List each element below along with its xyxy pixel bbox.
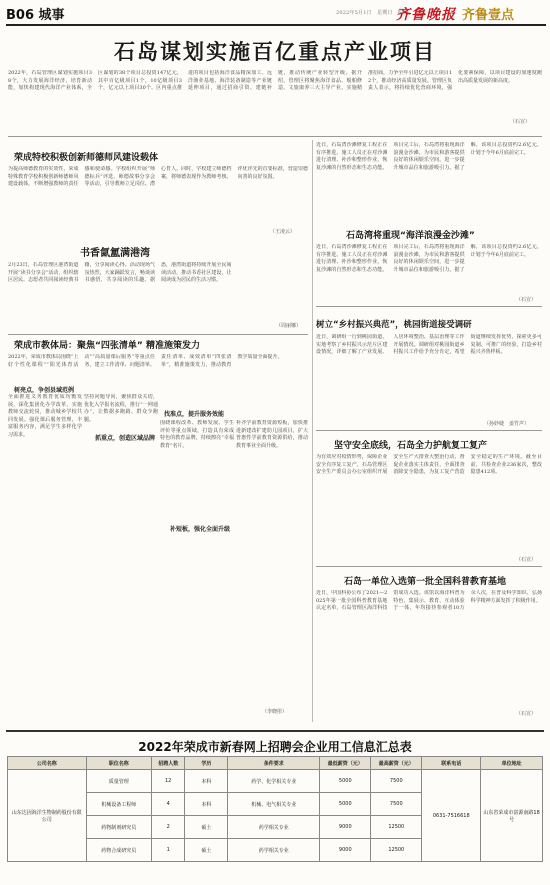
article-author-beach: （石宣） [516, 297, 537, 303]
education-body5: 补齐学前教育资源短板，加快推进新建改扩建幼儿园项目，扩大普惠性学前教育资源供给，推动教育事业全面升级。 [236, 420, 308, 449]
article-author-special-school: （王凌云） [270, 229, 296, 235]
column-header: 单位地址 [481, 757, 543, 770]
newspaper-logo: 齐鲁晚报 [396, 7, 456, 23]
cell-min-salary: 5000 [320, 770, 371, 793]
article-body-special-school: 为提高师德教育的实效性，荣成特殊教育学校积极创新师德师风建设载体，不断增强教师的责任感和使命感。学校组织开展“师德标兵”评选、师德故事分享会等活动，引导教师立足岗位、潜心育人。同时，学校建立师德档案，将师德表现作为教师考核、评优评先的首要标准，营造崇德向善的良好氛围。 [8, 166, 308, 188]
column-divider [312, 140, 313, 722]
main-headline: 石岛谋划实施百亿重点产业项目 [114, 39, 436, 64]
issue-date: 2022年5月1日 星期日 编辑 [336, 10, 409, 16]
article-author-safety: （石宣） [516, 557, 537, 563]
article-author-science: （石宣） [516, 711, 537, 717]
article-title-reading: 书香氤氲满港湾 [80, 248, 150, 259]
ad-divider [6, 730, 544, 732]
column-header: 招聘人数 [151, 757, 185, 770]
divider [316, 566, 542, 567]
divider [8, 334, 308, 335]
article-title-beach: 石岛湾将重现“海洋浪漫金沙滩” [346, 231, 475, 241]
cell-requirement: 药学、化学相关专业 [228, 770, 320, 793]
cell-count: 12 [151, 770, 185, 793]
education-sub2: 找准点，提升服务效能 [164, 411, 225, 418]
cell-education: 硕士 [185, 816, 228, 839]
article-title-special-school: 荣成特校积极创新师德师风建设载体 [14, 153, 159, 163]
divider [8, 136, 542, 137]
cell-position: 质量管理 [86, 770, 151, 793]
education-body2: 全面推进义务教育优质均衡发展，深化集团化办学改革，实施教师交流轮岗，推动城乡学校共同发展。强化课后服务管理，丰富服务内容，满足学生多样化学习需求。 [8, 394, 82, 438]
cell-max-salary: 12500 [371, 839, 422, 862]
article-body-rural: 近日，调研组一行到桃园街道，实地考察了乡村振兴示范片区建设情况，详细了解了产业发展、人居环境整治、基层治理等工作开展情况。调研组对桃园街道乡村振兴工作给予充分肯定，希望街道继续发挥优势，探索更多可复制、可推广的经验，打造乡村振兴齐鲁样板。 [316, 334, 542, 356]
column-header: 联系电话 [422, 757, 481, 770]
page-number: B06 城事 [6, 8, 65, 23]
article-body-beach: 近日，石岛湾沙滩修复工程正在有序推进。施工人员正在对沙滩进行清理、补沙和整形作业，恢复沙滩的自然形态和生态功能。项目完工后，石岛湾将重现海洋浪漫金沙滩，为市民和游客提供良好的休闲娱乐空间，进一步提升城市品位和旅游吸引力。据了解，该项目总投资约2.6亿元，计划于今年6月底前完工。 [316, 244, 542, 273]
education-sub1: 树亮点，争创县域范例 [14, 387, 75, 394]
cell-education: 本科 [185, 770, 228, 793]
divider [316, 430, 542, 431]
column-header: 学历 [185, 757, 228, 770]
column-header: 最高薪资（元） [371, 757, 422, 770]
masthead [0, 0, 550, 26]
article-author-education: （李晓彤） [262, 709, 288, 715]
article-title-safety: 坚守安全底线，石岛全力护航复工复产 [334, 441, 488, 451]
article-title-education: 荣成市教体局：聚焦“四张清单” 精准施策发力 [14, 341, 200, 351]
education-sub4: 补短板，强化全面升级 [170, 526, 231, 533]
column-header: 条件要求 [228, 757, 320, 770]
cell-position: 药物合成研究员 [86, 839, 151, 862]
lead-body: 2022年，石岛管理区谋划实施项目38个，大力发展海洋经济，培育新动能，加快构建现代海洋产业体系，全区谋划的38个项目总投资147亿元，其中百亿级项目1个，10亿级项目3个，亿元以上项目30个。区内重点推进的项目包括海洋食品精深加工、远洋渔业基地、海洋装备制造等产业链延伸项目，通过招商引资、建链补链，推动传统产业转型升级。据介绍，管理区将聚焦海洋食品、船舶修造、文旅康养三大主导产业，实施精准招商，力争全年引进亿元以上项目12个，推动经济高质量发展。管理区负责人表示，将持续优化营商环境，强化要素保障，以项目建设的加速度跑出高质量发展的新高度。 [8, 70, 542, 92]
cell-min-salary: 5000 [320, 793, 371, 816]
cell-min-salary: 9000 [320, 816, 371, 839]
cell-max-salary: 7500 [371, 793, 422, 816]
education-sub3: 抓重点，创造区域品牌 [95, 435, 156, 442]
cell-count: 2 [151, 816, 185, 839]
article-body-beach-top: 近日，石岛湾沙滩修复工程正在有序推进。施工人员正在对沙滩进行清理、补沙和整形作业，恢复沙滩的自然形态和生态功能。项目完工后，石岛湾将重现海洋浪漫金沙滩，为市民和游客提供良好的休闲娱乐空间，进一步提升城市品位和旅游吸引力。据了解，该项目总投资约2.6亿元，计划于今年6月底前完工。 [316, 142, 542, 171]
cell-min-salary: 9000 [320, 839, 371, 862]
cell-position: 药物制剂研究员 [86, 816, 151, 839]
recruitment-table [7, 756, 543, 862]
cell-education: 本科 [185, 793, 228, 816]
cell-count: 4 [151, 793, 185, 816]
cell-position: 机械设备工程师 [86, 793, 151, 816]
article-body-reading: 2月23日，石岛管理区港湾街道开展“读书分享会”活动，组织辖区居民、志愿者共同阅读经典书籍，分享阅读心得。活动现场气氛热烈，大家踊跃发言，畅谈读书感悟，共享阅读的乐趣。据悉，港湾街道将持续开展全民阅读活动，推动书香社区建设，让阅读成为居民的生活习惯。 [8, 262, 232, 284]
article-author-rural: （孙妙婕 姜竹声） [484, 421, 530, 427]
table-header-row [8, 757, 543, 770]
article-title-rural: 树立“乡村振兴典范”，桃园街道接受调研 [316, 320, 472, 330]
recruitment-table-title: 2022年荣成市新春网上招聘会企业用工信息汇总表 [138, 740, 412, 754]
article-title-science: 石岛一单位入选第一批全国科普教育基地 [344, 577, 507, 587]
article-body-science: 近日，中国科协公布了2021—2025年第一批全国科普教育基地认定名单，石岛管理区海洋科技馆成功入选。该馆以海洋科普为特色，集展示、教育、互动体验于一体，年均接待参观者10万余人次，在普及科学知识、弘扬科学精神方面发挥了积极作用。 [316, 590, 542, 612]
top-rule [6, 24, 546, 26]
column-header: 最低薪资（元） [320, 757, 371, 770]
cell-education: 硕士 [185, 839, 228, 862]
phone-cell: 0631-7516618 [422, 770, 481, 862]
divider [316, 306, 542, 307]
column-header: 公司名称 [8, 757, 87, 770]
article-body-safety: 为有效应对疫情形势，保障企业安全有序复工复产，石岛管理区安全生产委员会办公室组织开展安全生产大排查大整治行动，督促企业落实主体责任，全面排查消除安全隐患，为复工复产营造安全稳定的生产环境。截至目前，共检查企业236家次，整改隐患412项。 [316, 454, 542, 476]
cell-max-salary: 7500 [371, 770, 422, 793]
cell-count: 1 [151, 839, 185, 862]
cell-requirement: 药学相关专业 [228, 839, 320, 862]
table-row [8, 770, 543, 793]
company-cell: 山东达因海洋生物制药股份有限公司 [8, 770, 87, 862]
education-body4: 围绕课程改革、教师发展、学生评价等重点领域，打造具有荣成特色的教育品牌，持续擦亮“幸福教育”名片。 [160, 420, 234, 449]
article-body-education: 2022年，荣成市教体局围绕“上好个性化课程”“阳光体育活动”“高质量课后服务”等重点任务，建立工作清单、问题清单、责任清单、成效清单“四张清单”，精准施策发力，推动教育教学质量全面提升。 [8, 354, 283, 368]
column-header: 职位名称 [86, 757, 151, 770]
lead-author: （石宣） [510, 119, 531, 125]
address-cell: 山东省荣成市富源南路18号 [481, 770, 543, 862]
article-author-reading: （周丽娜） [276, 323, 302, 329]
education-body3: 坚持问题导向，聚焦群众关切，优化入学报名流程，推行“一网通办”，让数据多跑路、群众少跑腿。 [84, 394, 158, 423]
cell-requirement: 机械、电气相关专业 [228, 793, 320, 816]
cell-max-salary: 12500 [371, 816, 422, 839]
cell-requirement: 药学相关专业 [228, 816, 320, 839]
app-logo: 齐鲁壹点 [462, 8, 515, 23]
